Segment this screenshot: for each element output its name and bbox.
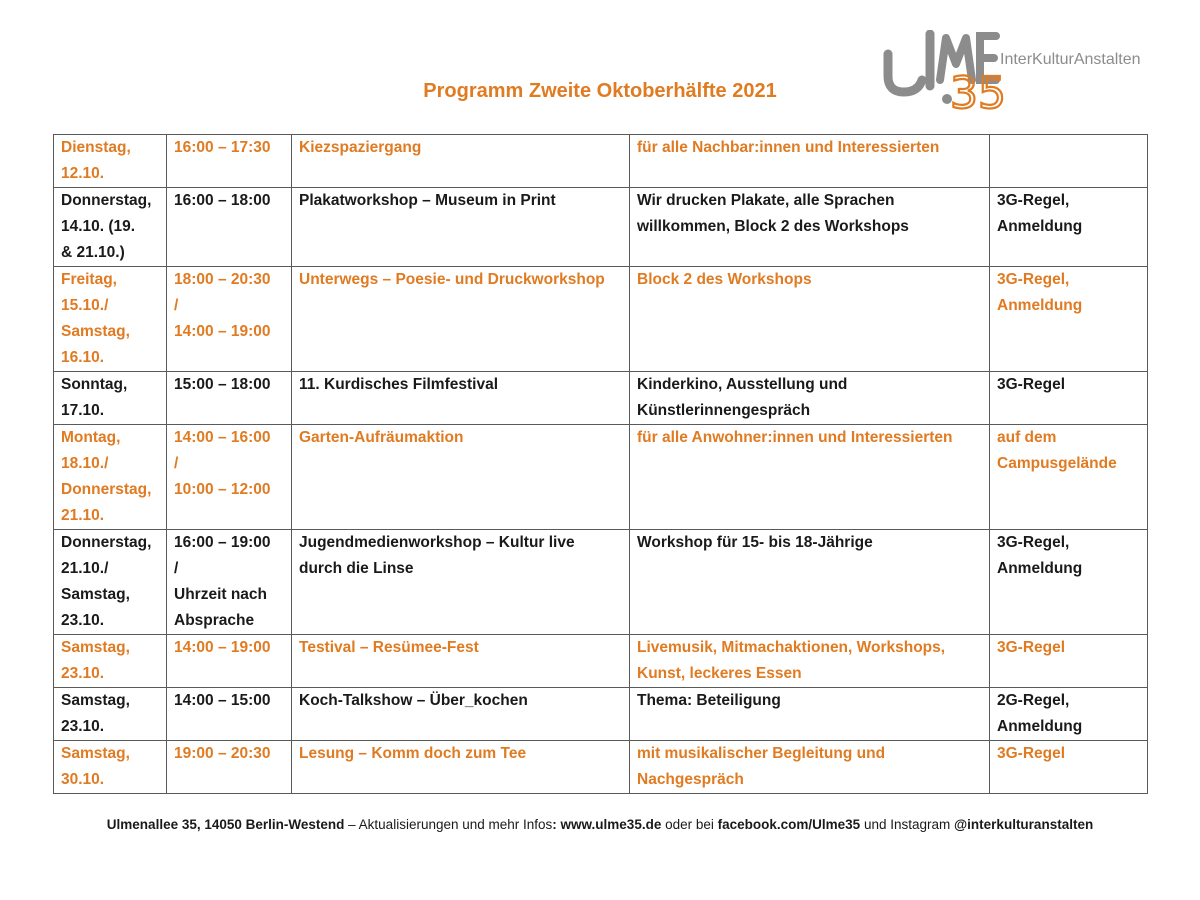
program-description-cell: Block 2 des Workshops [630, 267, 990, 372]
program-event-cell: Unterwegs – Poesie- und Druckworkshop [292, 267, 630, 372]
program-description-cell: mit musikalischer Begleitung und Nachgespräch [630, 741, 990, 794]
program-event-cell: Testival – Resümee-Fest [292, 635, 630, 688]
program-event-cell: Lesung – Komm doch zum Tee [292, 741, 630, 794]
program-time-cell: 15:00 – 18:00 [167, 372, 292, 425]
footer-facebook-link[interactable]: facebook.com/Ulme35 [717, 817, 861, 832]
program-row [54, 530, 1148, 635]
program-time-cell: 14:00 – 19:00 [167, 635, 292, 688]
program-date-cell: Donnerstag, 21.10./ Samstag, 23.10. [54, 530, 167, 635]
program-description-cell: Thema: Beteiligung [630, 688, 990, 741]
program-note-cell: 3G-Regel [990, 372, 1148, 425]
footer-colon: : [552, 817, 561, 832]
program-time-cell: 19:00 – 20:30 [167, 741, 292, 794]
footer [0, 817, 1200, 832]
program-row [54, 425, 1148, 530]
program-description-cell: für alle Anwohner:innen und Interessierten [630, 425, 990, 530]
program-note-cell: 3G-Regel [990, 635, 1148, 688]
footer-instagram-handle[interactable]: @interkulturanstalten [954, 817, 1094, 832]
program-event-cell: Kiezspaziergang [292, 135, 630, 188]
program-note-cell: 3G-Regel, Anmeldung [990, 188, 1148, 267]
logo-brand-text: InterKulturAnstalten [1000, 51, 1141, 68]
program-event-cell: 11. Kurdisches Filmfestival [292, 372, 630, 425]
program-row [54, 372, 1148, 425]
program-row [54, 688, 1148, 741]
program-note-cell: auf dem Campusgelände [990, 425, 1148, 530]
program-date-cell: Samstag, 23.10. [54, 688, 167, 741]
program-time-cell: 16:00 – 17:30 [167, 135, 292, 188]
program-time-cell: 14:00 – 15:00 [167, 688, 292, 741]
program-time-cell: 14:00 – 16:00 / 10:00 – 12:00 [167, 425, 292, 530]
program-note-cell: 3G-Regel, Anmeldung [990, 530, 1148, 635]
page-title: Programm Zweite Oktoberhälfte 2021 [423, 80, 777, 102]
program-date-cell: Dienstag, 12.10. [54, 135, 167, 188]
program-table-body [54, 135, 1148, 794]
footer-or-text: oder bei [661, 817, 718, 832]
program-row [54, 741, 1148, 794]
program-note-cell: 3G-Regel, Anmeldung [990, 267, 1148, 372]
program-event-cell: Garten-Aufräumaktion [292, 425, 630, 530]
program-row [54, 635, 1148, 688]
program-date-cell: Samstag, 30.10. [54, 741, 167, 794]
logo-number: 35 [950, 68, 1006, 115]
program-time-cell: 16:00 – 18:00 [167, 188, 292, 267]
program-date-cell: Donnerstag, 14.10. (19. & 21.10.) [54, 188, 167, 267]
program-description-cell: Livemusik, Mitmachaktionen, Workshops, Kunst, leckeres Essen [630, 635, 990, 688]
program-description-cell: Workshop für 15- bis 18-Jährige [630, 530, 990, 635]
program-row [54, 267, 1148, 372]
program-event-cell: Koch-Talkshow – Über_kochen [292, 688, 630, 741]
footer-website-link[interactable]: www.ulme35.de [560, 817, 662, 832]
program-event-cell: Jugendmedienworkshop – Kultur live durch die Linse [292, 530, 630, 635]
program-event-cell: Plakatworkshop – Museum in Print [292, 188, 630, 267]
program-description-cell: für alle Nachbar:innen und Interessierten [630, 135, 990, 188]
program-time-cell: 16:00 – 19:00 / Uhrzeit nach Absprache [167, 530, 292, 635]
program-date-cell: Sonntag, 17.10. [54, 372, 167, 425]
program-description-cell: Kinderkino, Ausstellung und Künstlerinnengespräch [630, 372, 990, 425]
program-time-cell: 18:00 – 20:30 / 14:00 – 19:00 [167, 267, 292, 372]
program-date-cell: Montag, 18.10./ Donnerstag, 21.10. [54, 425, 167, 530]
program-date-cell: Samstag, 23.10. [54, 635, 167, 688]
program-note-cell: 2G-Regel, Anmeldung [990, 688, 1148, 741]
program-row [54, 135, 1148, 188]
program-date-cell: Freitag, 15.10./ Samstag, 16.10. [54, 267, 167, 372]
program-description-cell: Wir drucken Plakate, alle Sprachen willkommen, Block 2 des Workshops [630, 188, 990, 267]
program-row [54, 188, 1148, 267]
footer-address: Ulmenallee 35, 14050 Berlin-Westend [106, 817, 345, 832]
program-note-cell [990, 135, 1148, 188]
footer-and-text: und Instagram [860, 817, 955, 832]
footer-separator: – Aktualisierungen und mehr Infos [344, 817, 553, 832]
program-table [53, 134, 1148, 794]
program-note-cell: 3G-Regel [990, 741, 1148, 794]
